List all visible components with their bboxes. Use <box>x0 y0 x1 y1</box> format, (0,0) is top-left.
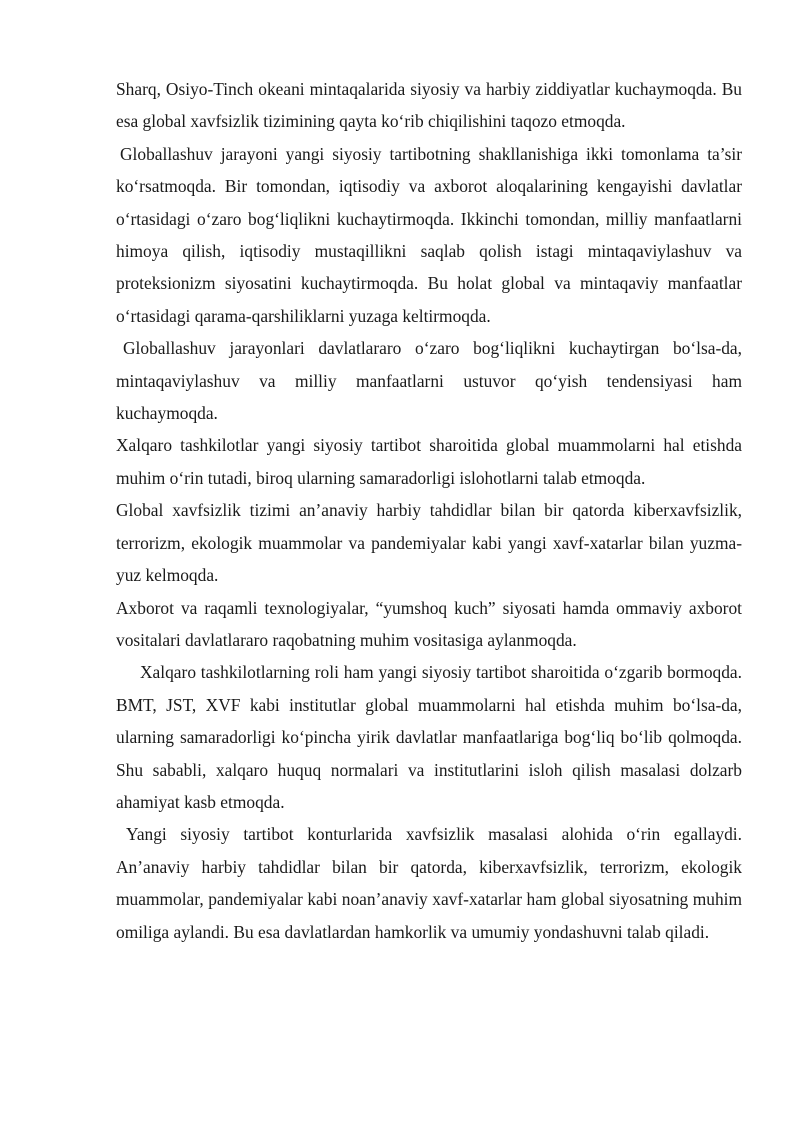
paragraph-7: Xalqaro tashkilotlarning roli ham yangi siyosiy tartibot sharoitida o‘zgarib bormoqda. BMT, JST, XVF kabi institutlar global muammolarni hal etishda muhim bo‘lsa-da, ularning samaradorligi ko‘pincha yirik davlatlar manfaatlariga bog‘liq bo‘lib qolmoqda. Shu sababli, xalqaro huquq normalari va institutlarini isloh qilish masalasi dolzarb ahamiyat kasb etmoqda. <box>116 662 742 812</box>
paragraph-2: Globallashuv jarayoni yangi siyosiy tartibotning shakllanishiga ikki tomonlama ta’sir ko‘rsatmoqda. Bir tomondan, iqtisodiy va axborot aloqalarining kengayishi davlatlar o‘rtasidagi o‘zaro bog‘liqlikni kuchaytirmoqda. Ikkinchi tomondan, milliy manfaatlarni himoya qilish, iqtisodiy mustaqillikni saqlab qolish istagi mintaqaviylashuv va proteksionizm siyosatini kuchaytirmoqda. Bu holat global va mintaqaviy manfaatlar o‘rtasidagi qarama-qarshiliklarni yuzaga keltirmoqda. <box>116 143 742 326</box>
paragraph-3: Globallashuv jarayonlari davlatlararo o‘zaro bog‘liqlikni kuchaytirgan bo‘lsa-da, mintaqaviylashuv va milliy manfaatlarni ustuvor qo‘yish tendensiyasi ham kuchaymoqda. <box>116 338 742 424</box>
paragraph-1: Sharq, Osiyo-Tinch okeani mintaqalarida siyosiy va harbiy ziddiyatlar kuchaymoqda. Bu esa global xavfsizlik tizimining qayta ko‘rib chiqilishini taqozo etmoqda. <box>116 79 742 132</box>
paragraph-6: Axborot va raqamli texnologiyalar, “yumshoq kuch” siyosati hamda ommaviy axborot vositalari davlatlararo raqobatning muhim vositasiga aylanmoqda. <box>116 597 742 650</box>
document-body <box>116 73 742 948</box>
paragraph-8: Yangi siyosiy tartibot konturlarida xavfsizlik masalasi alohida o‘rin egallaydi. An’anaviy harbiy tahdidlar bilan bir qatorda, kiberxavfsizlik, terrorizm, ekologik muammolar, pandemiyalar kabi noan’anaviy xavf-xatarlar ham global siyosatning muhim omiliga aylandi. Bu esa davlatlardan hamkorlik va umumiy yondashuvni talab qiladi. <box>116 824 742 942</box>
paragraph-4: Xalqaro tashkilotlar yangi siyosiy tartibot sharoitida global muammolarni hal etishda muhim o‘rin tutadi, biroq ularning samaradorligi islohotlarni talab etmoqda. <box>116 435 742 488</box>
paragraph-5: Global xavfsizlik tizimi an’anaviy harbiy tahdidlar bilan bir qatorda kiberxavfsizlik, terrorizm, ekologik muammolar va pandemiyalar kabi yangi xavf-xatarlar bilan yuzma-yuz kelmoqda. <box>116 500 742 586</box>
